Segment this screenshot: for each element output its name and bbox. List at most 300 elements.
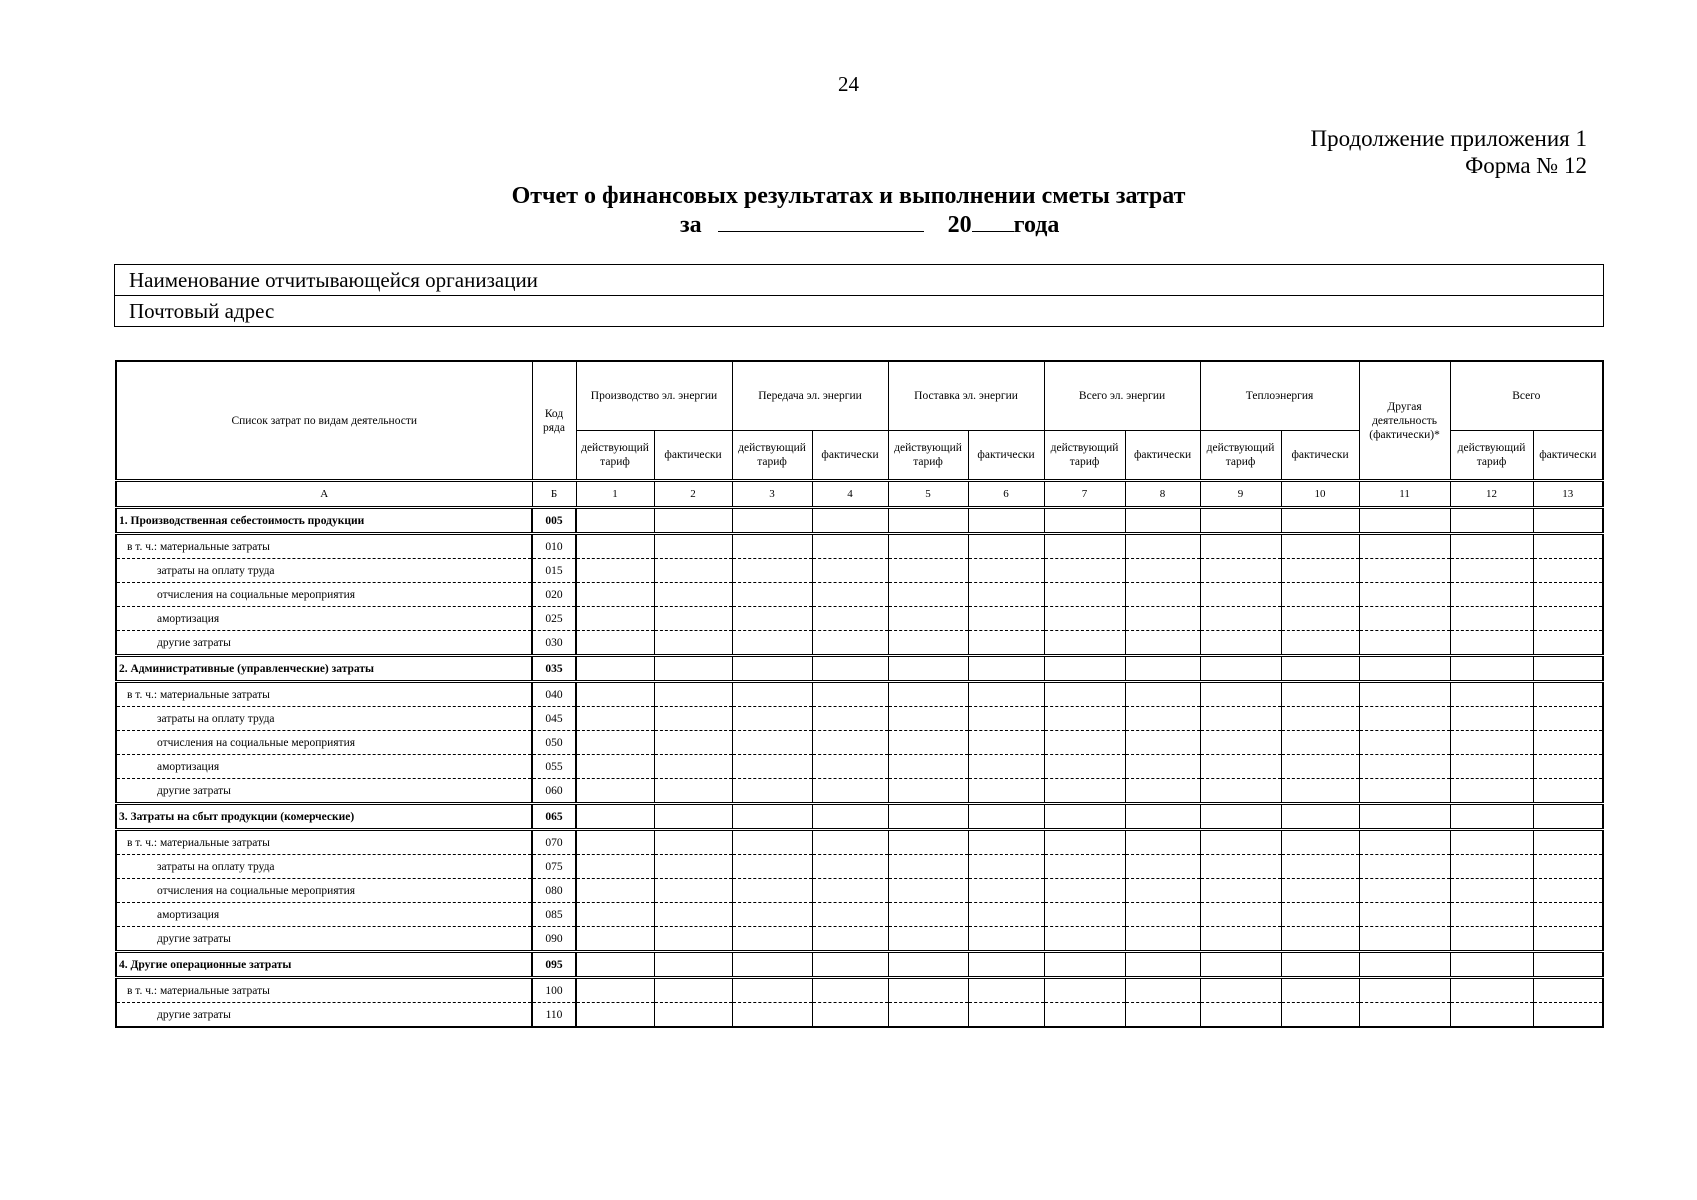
page-number: 24 [838,72,859,96]
value-cell[interactable] [654,534,732,559]
value-cell[interactable] [1200,879,1281,903]
value-cell[interactable] [888,903,968,927]
value-cell[interactable] [1125,656,1200,682]
cost-item-name: амортизация [116,607,532,631]
value-cell[interactable] [654,978,732,1003]
subheader-tariff: действующий тариф [1200,431,1281,481]
row-code: 035 [532,656,576,682]
value-cell[interactable] [1125,903,1200,927]
value-cell[interactable] [1281,903,1359,927]
cost-item-name: в т. ч.: материальные затраты [116,682,532,707]
value-cell[interactable] [1200,927,1281,952]
value-cell[interactable] [576,927,654,952]
value-cell[interactable] [732,731,812,755]
table-row [116,682,1603,707]
value-cell[interactable] [1533,559,1603,583]
value-cell[interactable] [812,1003,888,1028]
period-prefix: за [680,212,702,238]
value-cell[interactable] [732,927,812,952]
value-cell[interactable] [1200,607,1281,631]
value-cell[interactable] [576,755,654,779]
value-cell[interactable] [968,879,1044,903]
value-cell[interactable] [654,682,732,707]
value-cell[interactable] [732,804,812,830]
value-cell[interactable] [1281,731,1359,755]
value-cell[interactable] [968,855,1044,879]
value-cell[interactable] [1125,631,1200,656]
value-cell[interactable] [1200,779,1281,804]
value-cell[interactable] [968,903,1044,927]
period-blank[interactable] [718,211,924,232]
value-cell[interactable] [1359,978,1450,1003]
value-cell[interactable] [1359,952,1450,978]
value-cell[interactable] [1359,731,1450,755]
value-cell[interactable] [968,607,1044,631]
value-cell[interactable] [732,779,812,804]
value-cell[interactable] [1450,656,1533,682]
value-cell[interactable] [968,583,1044,607]
value-cell[interactable] [732,682,812,707]
form-number: Форма № 12 [1465,153,1587,178]
value-cell[interactable] [1044,607,1125,631]
value-cell[interactable] [1281,804,1359,830]
value-cell[interactable] [1125,779,1200,804]
value-cell[interactable] [1359,534,1450,559]
value-cell[interactable] [888,534,968,559]
value-cell[interactable] [1359,779,1450,804]
value-cell[interactable] [1533,903,1603,927]
value-cell[interactable] [888,559,968,583]
value-cell[interactable] [1125,607,1200,631]
column-letter: Б [532,481,576,508]
value-cell[interactable] [1044,755,1125,779]
value-cell[interactable] [1200,559,1281,583]
value-cell[interactable] [1450,583,1533,607]
value-cell[interactable] [576,656,654,682]
value-cell[interactable] [968,779,1044,804]
value-cell[interactable] [1359,830,1450,855]
value-cell[interactable] [888,631,968,656]
value-cell[interactable] [1044,879,1125,903]
value-cell[interactable] [1044,1003,1125,1028]
value-cell[interactable] [1200,583,1281,607]
value-cell[interactable] [1533,534,1603,559]
value-cell[interactable] [888,731,968,755]
value-cell[interactable] [812,656,888,682]
value-cell[interactable] [1533,607,1603,631]
value-cell[interactable] [888,879,968,903]
value-cell[interactable] [1533,583,1603,607]
value-cell[interactable] [1125,583,1200,607]
value-cell[interactable] [812,607,888,631]
value-cell[interactable] [1044,508,1125,534]
value-cell[interactable] [732,631,812,656]
value-cell[interactable] [576,903,654,927]
value-cell[interactable] [1281,508,1359,534]
value-cell[interactable] [1281,559,1359,583]
value-cell[interactable] [1359,583,1450,607]
value-cell[interactable] [968,755,1044,779]
value-cell[interactable] [732,903,812,927]
value-cell[interactable] [1359,631,1450,656]
value-cell[interactable] [1359,804,1450,830]
value-cell[interactable] [732,707,812,731]
value-cell[interactable] [1359,755,1450,779]
value-cell[interactable] [1200,855,1281,879]
value-cell[interactable] [888,755,968,779]
value-cell[interactable] [812,879,888,903]
value-cell[interactable] [654,879,732,903]
value-cell[interactable] [732,855,812,879]
value-cell[interactable] [1044,656,1125,682]
value-cell[interactable] [654,779,732,804]
value-cell[interactable] [1044,534,1125,559]
value-cell[interactable] [968,927,1044,952]
value-cell[interactable] [812,707,888,731]
value-cell[interactable] [1450,534,1533,559]
value-cell[interactable] [888,804,968,830]
value-cell[interactable] [1281,534,1359,559]
value-cell[interactable] [1450,804,1533,830]
postal-address-field[interactable] [114,296,1604,327]
row-code: 065 [532,804,576,830]
value-cell[interactable] [888,607,968,631]
value-cell[interactable] [1200,731,1281,755]
value-cell[interactable] [732,508,812,534]
value-cell[interactable] [1359,508,1450,534]
value-cell[interactable] [1044,855,1125,879]
value-cell[interactable] [654,656,732,682]
value-cell[interactable] [576,631,654,656]
value-cell[interactable] [812,855,888,879]
value-cell[interactable] [1450,559,1533,583]
value-cell[interactable] [576,855,654,879]
table-row [116,559,1603,583]
value-cell[interactable] [1200,830,1281,855]
organization-name-field[interactable] [114,264,1604,296]
value-cell[interactable] [888,656,968,682]
value-cell[interactable] [654,855,732,879]
value-cell[interactable] [1281,830,1359,855]
value-cell[interactable] [968,952,1044,978]
value-cell[interactable] [1125,559,1200,583]
value-cell[interactable] [1281,707,1359,731]
value-cell[interactable] [968,656,1044,682]
year-blank[interactable] [972,211,1014,232]
value-cell[interactable] [654,952,732,978]
value-cell[interactable] [654,755,732,779]
value-cell[interactable] [576,559,654,583]
value-cell[interactable] [732,830,812,855]
value-cell[interactable] [1200,682,1281,707]
value-cell[interactable] [1044,707,1125,731]
value-cell[interactable] [1044,682,1125,707]
value-cell[interactable] [654,559,732,583]
value-cell[interactable] [1359,903,1450,927]
value-cell[interactable] [1533,830,1603,855]
value-cell[interactable] [1125,879,1200,903]
value-cell[interactable] [1533,508,1603,534]
value-cell[interactable] [576,508,654,534]
value-cell[interactable] [968,978,1044,1003]
value-cell[interactable] [968,1003,1044,1028]
value-cell[interactable] [1125,731,1200,755]
value-cell[interactable] [1533,804,1603,830]
value-cell[interactable] [1533,855,1603,879]
value-cell[interactable] [1125,534,1200,559]
value-cell[interactable] [1200,631,1281,656]
value-cell[interactable] [1044,559,1125,583]
value-cell[interactable] [888,830,968,855]
value-cell[interactable] [1533,656,1603,682]
value-cell[interactable] [576,804,654,830]
value-cell[interactable] [1359,1003,1450,1028]
value-cell[interactable] [1281,583,1359,607]
value-cell[interactable] [968,682,1044,707]
value-cell[interactable] [654,903,732,927]
value-cell[interactable] [1281,656,1359,682]
value-cell[interactable] [968,804,1044,830]
value-cell[interactable] [1450,508,1533,534]
value-cell[interactable] [968,631,1044,656]
value-cell[interactable] [888,952,968,978]
value-cell[interactable] [1200,656,1281,682]
value-cell[interactable] [812,804,888,830]
value-cell[interactable] [1200,534,1281,559]
value-cell[interactable] [968,830,1044,855]
value-cell[interactable] [1044,952,1125,978]
value-cell[interactable] [812,731,888,755]
value-cell[interactable] [1200,1003,1281,1028]
value-cell[interactable] [1450,855,1533,879]
value-cell[interactable] [1533,952,1603,978]
value-cell[interactable] [1125,804,1200,830]
value-cell[interactable] [1125,755,1200,779]
value-cell[interactable] [1359,682,1450,707]
value-cell[interactable] [1281,927,1359,952]
value-cell[interactable] [1533,755,1603,779]
value-cell[interactable] [1200,508,1281,534]
value-cell[interactable] [1450,903,1533,927]
value-cell[interactable] [1450,707,1533,731]
value-cell[interactable] [732,879,812,903]
value-cell[interactable] [888,927,968,952]
value-cell[interactable] [1450,779,1533,804]
value-cell[interactable] [1533,682,1603,707]
value-cell[interactable] [1044,830,1125,855]
value-cell[interactable] [888,707,968,731]
value-cell[interactable] [654,583,732,607]
value-cell[interactable] [812,682,888,707]
value-cell[interactable] [576,707,654,731]
value-cell[interactable] [812,903,888,927]
value-cell[interactable] [732,952,812,978]
value-cell[interactable] [1125,682,1200,707]
value-cell[interactable] [1125,952,1200,978]
value-cell[interactable] [1281,879,1359,903]
value-cell[interactable] [1044,731,1125,755]
cost-item-name: 4. Другие операционные затраты [116,952,532,978]
value-cell[interactable] [1200,903,1281,927]
value-cell[interactable] [732,755,812,779]
value-cell[interactable] [1533,927,1603,952]
value-cell[interactable] [888,855,968,879]
appendix-continuation: Продолжение приложения 1 [1310,126,1587,151]
value-cell[interactable] [1044,927,1125,952]
value-cell[interactable] [1281,779,1359,804]
value-cell[interactable] [1450,1003,1533,1028]
value-cell[interactable] [576,534,654,559]
value-cell[interactable] [1125,707,1200,731]
value-cell[interactable] [888,1003,968,1028]
value-cell[interactable] [654,804,732,830]
value-cell[interactable] [1044,978,1125,1003]
value-cell[interactable] [732,607,812,631]
value-cell[interactable] [1200,952,1281,978]
value-cell[interactable] [812,755,888,779]
header-generation: Производство эл. энергии [576,361,732,431]
cost-item-name: другие затраты [116,1003,532,1028]
value-cell[interactable] [968,731,1044,755]
value-cell[interactable] [1125,1003,1200,1028]
value-cell[interactable] [812,559,888,583]
value-cell[interactable] [1533,879,1603,903]
value-cell[interactable] [1125,978,1200,1003]
value-cell[interactable] [576,779,654,804]
value-cell[interactable] [732,978,812,1003]
value-cell[interactable] [1533,631,1603,656]
value-cell[interactable] [1359,656,1450,682]
value-cell[interactable] [576,830,654,855]
value-cell[interactable] [968,559,1044,583]
value-cell[interactable] [888,978,968,1003]
value-cell[interactable] [576,731,654,755]
value-cell[interactable] [968,707,1044,731]
value-cell[interactable] [1359,855,1450,879]
value-cell[interactable] [654,508,732,534]
table-row [116,607,1603,631]
period-suffix: года [1013,212,1060,238]
value-cell[interactable] [1200,978,1281,1003]
value-cell[interactable] [1359,707,1450,731]
value-cell[interactable] [812,978,888,1003]
value-cell[interactable] [732,1003,812,1028]
value-cell[interactable] [1200,755,1281,779]
value-cell[interactable] [1359,927,1450,952]
value-cell[interactable] [1281,607,1359,631]
value-cell[interactable] [1125,855,1200,879]
value-cell[interactable] [576,952,654,978]
value-cell[interactable] [1281,631,1359,656]
value-cell[interactable] [654,731,732,755]
value-cell[interactable] [1281,978,1359,1003]
value-cell[interactable] [888,779,968,804]
value-cell[interactable] [888,583,968,607]
organization-name-label: Наименование отчитывающейся организации [129,268,538,292]
value-cell[interactable] [1200,707,1281,731]
value-cell[interactable] [1533,978,1603,1003]
value-cell[interactable] [812,927,888,952]
value-cell[interactable] [1281,952,1359,978]
value-cell[interactable] [732,583,812,607]
value-cell[interactable] [1359,607,1450,631]
value-cell[interactable] [1044,779,1125,804]
value-cell[interactable] [576,1003,654,1028]
value-cell[interactable] [1533,1003,1603,1028]
value-cell[interactable] [888,508,968,534]
value-cell[interactable] [968,534,1044,559]
value-cell[interactable] [1450,879,1533,903]
value-cell[interactable] [1359,559,1450,583]
value-cell[interactable] [1281,855,1359,879]
value-cell[interactable] [654,830,732,855]
value-cell[interactable] [888,682,968,707]
value-cell[interactable] [576,879,654,903]
column-letter: 8 [1125,481,1200,508]
value-cell[interactable] [1450,682,1533,707]
value-cell[interactable] [1200,804,1281,830]
value-cell[interactable] [654,927,732,952]
value-cell[interactable] [812,779,888,804]
value-cell[interactable] [654,631,732,656]
value-cell[interactable] [576,978,654,1003]
value-cell[interactable] [1281,682,1359,707]
value-cell[interactable] [1359,879,1450,903]
value-cell[interactable] [1125,508,1200,534]
table-row [116,952,1603,978]
value-cell[interactable] [1533,707,1603,731]
value-cell[interactable] [576,607,654,631]
value-cell[interactable] [1450,927,1533,952]
value-cell[interactable] [1044,804,1125,830]
value-cell[interactable] [654,707,732,731]
value-cell[interactable] [812,508,888,534]
value-cell[interactable] [812,631,888,656]
value-cell[interactable] [1044,903,1125,927]
value-cell[interactable] [1125,830,1200,855]
value-cell[interactable] [732,656,812,682]
value-cell[interactable] [576,682,654,707]
value-cell[interactable] [1044,631,1125,656]
value-cell[interactable] [1450,607,1533,631]
value-cell[interactable] [1450,978,1533,1003]
value-cell[interactable] [732,534,812,559]
value-cell[interactable] [812,583,888,607]
value-cell[interactable] [812,952,888,978]
value-cell[interactable] [1450,952,1533,978]
value-cell[interactable] [1450,731,1533,755]
value-cell[interactable] [654,607,732,631]
value-cell[interactable] [1044,583,1125,607]
value-cell[interactable] [732,559,812,583]
cost-item-name: 1. Производственная себестоимость продукции [116,508,532,534]
value-cell[interactable] [968,508,1044,534]
value-cell[interactable] [1125,927,1200,952]
value-cell[interactable] [1450,830,1533,855]
value-cell[interactable] [1533,779,1603,804]
value-cell[interactable] [576,583,654,607]
report-title: Отчет о финансовых результатах и выполнении сметы затрат [511,183,1186,209]
value-cell[interactable] [1281,1003,1359,1028]
value-cell[interactable] [812,534,888,559]
value-cell[interactable] [1281,755,1359,779]
value-cell[interactable] [1533,731,1603,755]
value-cell[interactable] [1450,755,1533,779]
value-cell[interactable] [1450,631,1533,656]
table-row [116,656,1603,682]
value-cell[interactable] [812,830,888,855]
value-cell[interactable] [654,1003,732,1028]
